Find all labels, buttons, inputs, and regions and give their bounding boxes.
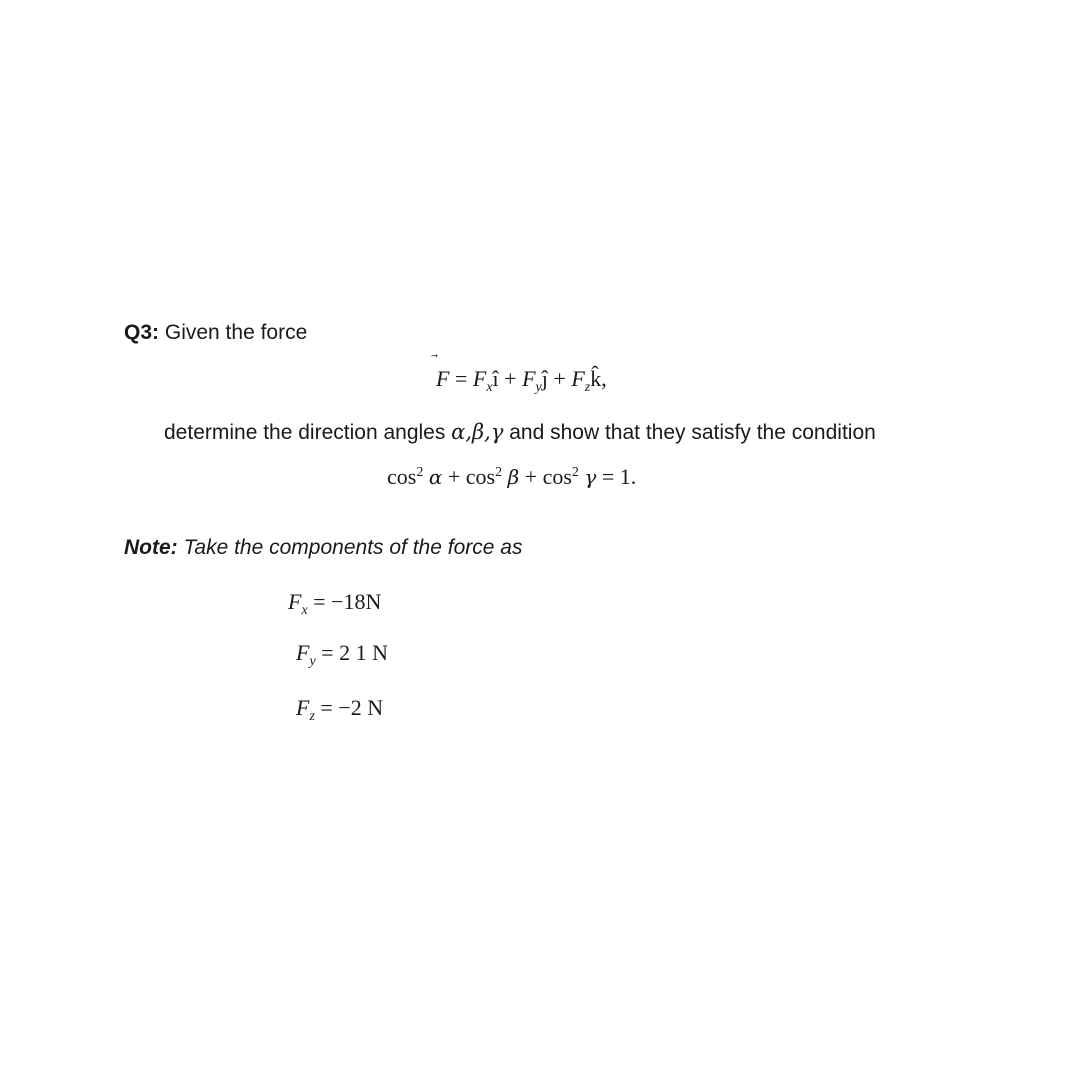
unit-k: k̂ xyxy=(590,366,602,391)
component-fz xyxy=(296,695,384,724)
plus-sign: + xyxy=(504,366,517,391)
component-symbol: F xyxy=(296,640,310,665)
cos-term: cos xyxy=(465,464,496,489)
force-equation xyxy=(436,366,607,395)
component-value: −2 N xyxy=(338,695,384,720)
fy-subscript: y xyxy=(535,380,542,395)
component-value: −18N xyxy=(331,589,382,614)
component-value: 2 1 N xyxy=(339,640,388,665)
exponent: 2 xyxy=(571,465,579,480)
equals-sign: = xyxy=(313,589,326,614)
fz-subscript: z xyxy=(584,380,591,395)
question-intro: Given the force xyxy=(164,321,308,344)
force-symbol: F xyxy=(436,366,450,391)
cos-term: cos xyxy=(387,464,417,489)
unit-j: ĵ xyxy=(541,366,548,391)
fx-symbol: F xyxy=(472,366,487,391)
plus-sign: + xyxy=(447,464,461,489)
component-fy xyxy=(296,640,388,669)
fz-symbol: F xyxy=(571,366,585,391)
question-label: Q3: xyxy=(124,321,160,344)
condition-equation xyxy=(387,464,636,490)
angle-alpha: α xyxy=(428,465,443,489)
exponent: 2 xyxy=(416,465,424,480)
component-subscript: x xyxy=(301,603,308,618)
note-text: Take the components of the force as xyxy=(177,536,523,559)
exponent: 2 xyxy=(495,465,503,480)
task-text-before: determine the direction angles xyxy=(164,421,452,444)
note-line xyxy=(124,536,522,560)
task-statement xyxy=(164,420,876,445)
force-vector xyxy=(436,366,449,392)
component-symbol: F xyxy=(296,695,310,720)
direction-angles: α,β,γ xyxy=(451,420,504,444)
equals-sign: = xyxy=(601,464,615,489)
component-symbol: F xyxy=(288,589,302,614)
unit-i: î xyxy=(492,366,499,391)
fx-subscript: x xyxy=(486,380,493,395)
fy-symbol: F xyxy=(522,366,536,391)
component-fx xyxy=(288,589,382,618)
cos-term: cos xyxy=(542,464,572,489)
note-label: Note: xyxy=(124,536,178,559)
component-subscript: z xyxy=(309,709,315,724)
task-text-after: and show that they satisfy the condition xyxy=(503,421,876,444)
equals-sign: = xyxy=(321,640,334,665)
angle-gamma: γ xyxy=(584,465,597,489)
plus-sign: + xyxy=(524,464,538,489)
question-header xyxy=(124,321,307,345)
angle-beta: β xyxy=(507,465,520,489)
equals-sign: = xyxy=(454,366,468,391)
equals-sign: = xyxy=(320,695,333,720)
equation-comma: , xyxy=(601,366,607,391)
component-subscript: y xyxy=(309,654,316,669)
condition-rhs: 1. xyxy=(619,464,637,489)
plus-sign: + xyxy=(553,366,566,391)
